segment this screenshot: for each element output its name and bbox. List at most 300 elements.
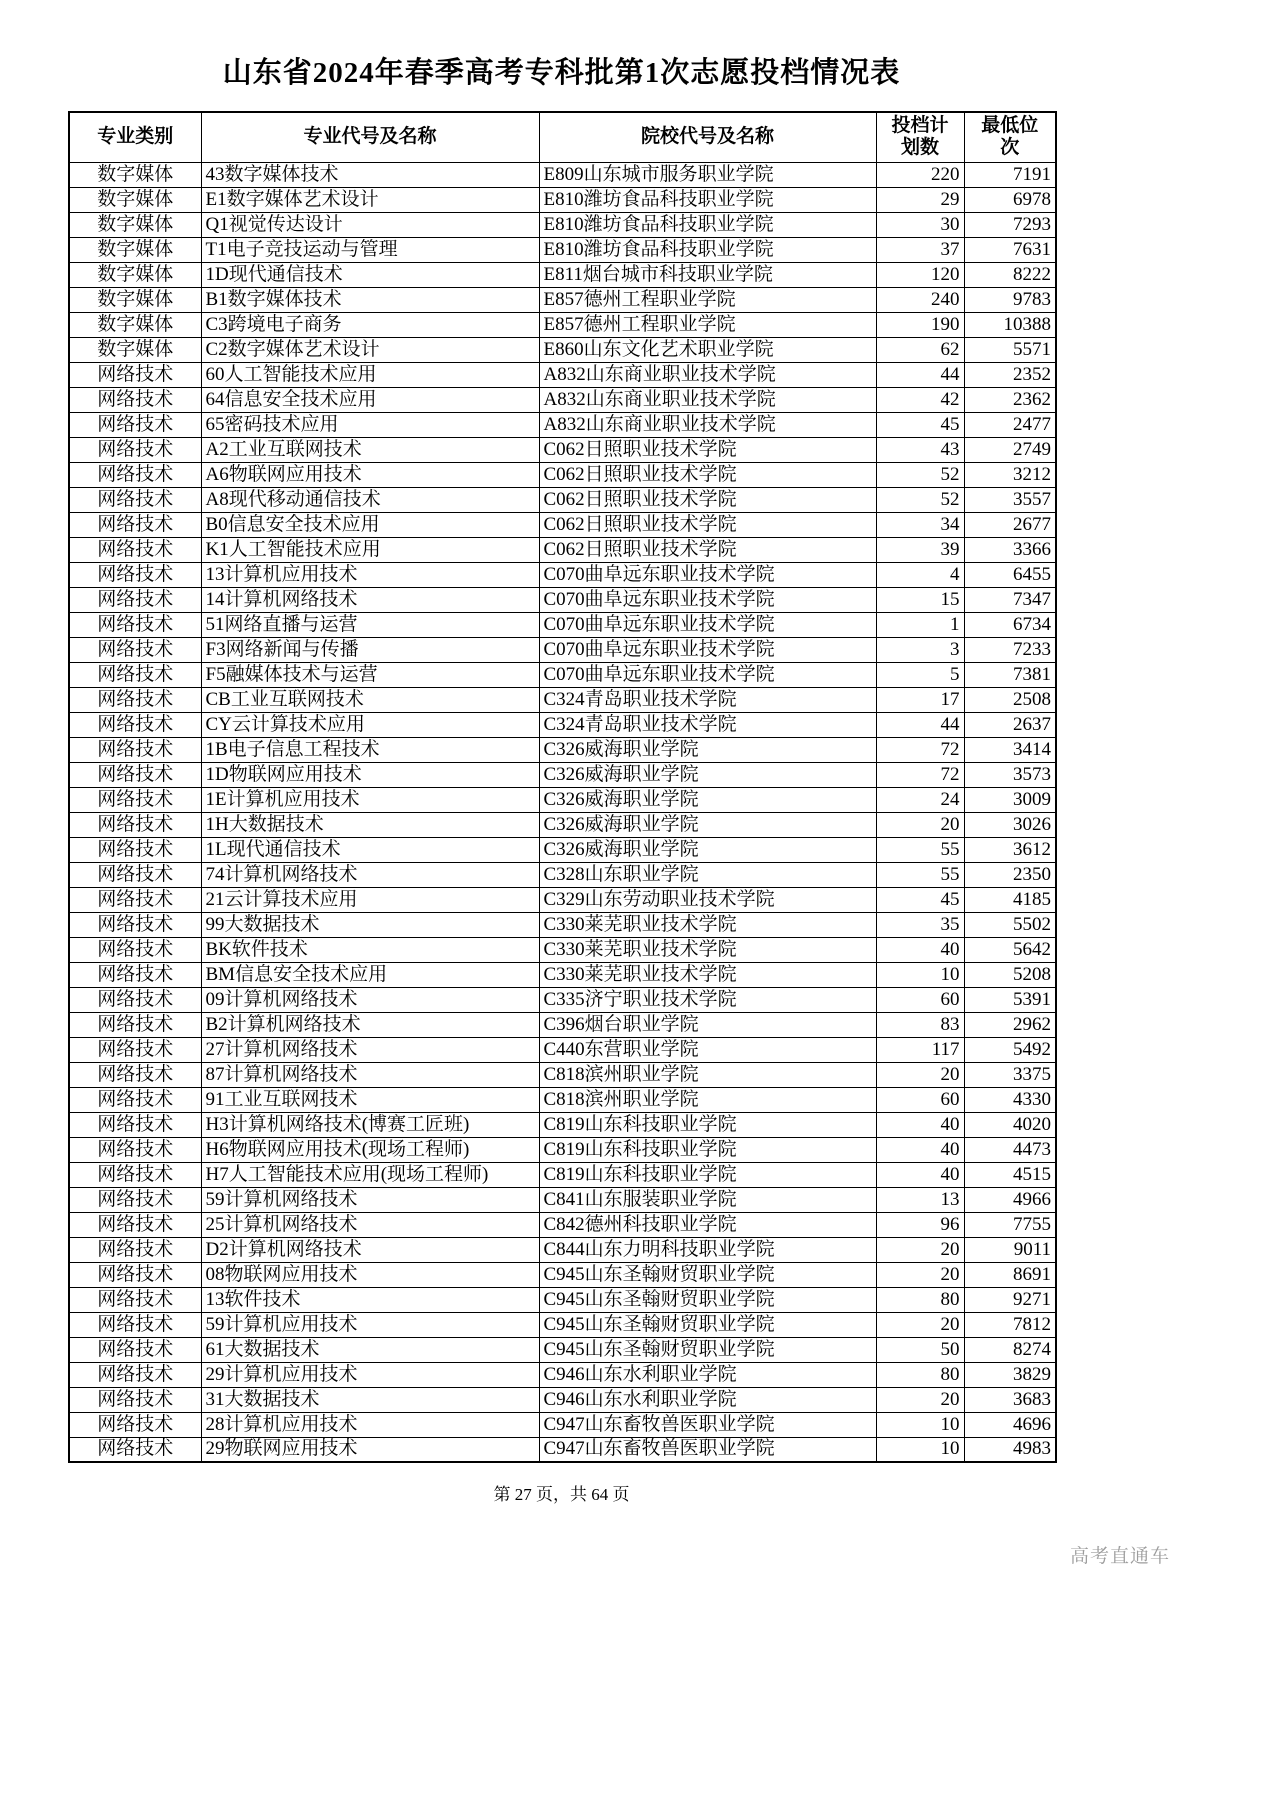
watermark: 高考直通车 — [1070, 1546, 1171, 1567]
cell-category: 网络技术 — [69, 1437, 201, 1462]
cell-major-code-name: A6物联网应用技术 — [201, 462, 539, 487]
table-body — [69, 162, 1056, 1462]
table-row — [69, 1337, 1056, 1362]
cell-category: 网络技术 — [69, 987, 201, 1012]
cell-college-code-name: C070曲阜远东职业技术学院 — [539, 637, 876, 662]
cell-plan-count: 50 — [876, 1337, 964, 1362]
cell-plan-count: 62 — [876, 337, 964, 362]
cell-category: 数字媒体 — [69, 162, 201, 187]
table-row — [69, 412, 1056, 437]
cell-plan-count: 45 — [876, 412, 964, 437]
cell-plan-count: 30 — [876, 212, 964, 237]
table-row — [69, 1262, 1056, 1287]
cell-college-code-name: A832山东商业职业技术学院 — [539, 412, 876, 437]
cell-category: 网络技术 — [69, 687, 201, 712]
cell-min-rank: 3612 — [964, 837, 1056, 862]
cell-major-code-name: B1数字媒体技术 — [201, 287, 539, 312]
table-row — [69, 712, 1056, 737]
cell-plan-count: 10 — [876, 1412, 964, 1437]
table-row — [69, 662, 1056, 687]
cell-min-rank: 5391 — [964, 987, 1056, 1012]
cell-category: 数字媒体 — [69, 237, 201, 262]
cell-college-code-name: C947山东畜牧兽医职业学院 — [539, 1437, 876, 1462]
cell-major-code-name: 99大数据技术 — [201, 912, 539, 937]
cell-plan-count: 52 — [876, 487, 964, 512]
cell-category: 网络技术 — [69, 787, 201, 812]
table-row — [69, 762, 1056, 787]
cell-college-code-name: C440东营职业学院 — [539, 1037, 876, 1062]
cell-min-rank: 5571 — [964, 337, 1056, 362]
cell-category: 网络技术 — [69, 362, 201, 387]
cell-category: 网络技术 — [69, 512, 201, 537]
cell-plan-count: 20 — [876, 1262, 964, 1287]
cell-category: 数字媒体 — [69, 262, 201, 287]
cell-category: 网络技术 — [69, 1187, 201, 1212]
cell-college-code-name: C396烟台职业学院 — [539, 1012, 876, 1037]
table-row — [69, 862, 1056, 887]
cell-plan-count: 1 — [876, 612, 964, 637]
table-row — [69, 787, 1056, 812]
cell-major-code-name: 14计算机网络技术 — [201, 587, 539, 612]
cell-plan-count: 190 — [876, 312, 964, 337]
cell-min-rank: 3212 — [964, 462, 1056, 487]
cell-major-code-name: 65密码技术应用 — [201, 412, 539, 437]
cell-min-rank: 9011 — [964, 1237, 1056, 1262]
cell-plan-count: 44 — [876, 362, 964, 387]
cell-min-rank: 7293 — [964, 212, 1056, 237]
cell-major-code-name: C3跨境电子商务 — [201, 312, 539, 337]
cell-category: 网络技术 — [69, 1137, 201, 1162]
cell-major-code-name: 87计算机网络技术 — [201, 1062, 539, 1087]
cell-min-rank: 7191 — [964, 162, 1056, 187]
cell-plan-count: 29 — [876, 187, 964, 212]
cell-major-code-name: 1L现代通信技术 — [201, 837, 539, 862]
cell-min-rank: 4020 — [964, 1112, 1056, 1137]
cell-min-rank: 2352 — [964, 362, 1056, 387]
cell-college-code-name: A832山东商业职业技术学院 — [539, 362, 876, 387]
cell-category: 网络技术 — [69, 537, 201, 562]
cell-college-code-name: C335济宁职业技术学院 — [539, 987, 876, 1012]
cell-category: 网络技术 — [69, 762, 201, 787]
cell-min-rank: 2362 — [964, 387, 1056, 412]
cell-category: 网络技术 — [69, 962, 201, 987]
cell-college-code-name: C818滨州职业学院 — [539, 1062, 876, 1087]
cell-college-code-name: E857德州工程职业学院 — [539, 312, 876, 337]
cell-major-code-name: 31大数据技术 — [201, 1387, 539, 1412]
cell-major-code-name: 59计算机应用技术 — [201, 1312, 539, 1337]
table-row — [69, 737, 1056, 762]
cell-plan-count: 220 — [876, 162, 964, 187]
cell-min-rank: 2637 — [964, 712, 1056, 737]
cell-plan-count: 20 — [876, 1312, 964, 1337]
cell-plan-count: 120 — [876, 262, 964, 287]
cell-min-rank: 4696 — [964, 1412, 1056, 1437]
table-row — [69, 287, 1056, 312]
cell-category: 网络技术 — [69, 1112, 201, 1137]
cell-major-code-name: 1E计算机应用技术 — [201, 787, 539, 812]
table-row — [69, 1062, 1056, 1087]
cell-min-rank: 3414 — [964, 737, 1056, 762]
cell-major-code-name: 13软件技术 — [201, 1287, 539, 1312]
table-row — [69, 437, 1056, 462]
cell-min-rank: 3375 — [964, 1062, 1056, 1087]
cell-major-code-name: 59计算机网络技术 — [201, 1187, 539, 1212]
cell-min-rank: 7631 — [964, 237, 1056, 262]
cell-major-code-name: H3计算机网络技术(博赛工匠班) — [201, 1112, 539, 1137]
cell-category: 网络技术 — [69, 1262, 201, 1287]
cell-min-rank: 7381 — [964, 662, 1056, 687]
cell-category: 网络技术 — [69, 1037, 201, 1062]
cell-college-code-name: C326威海职业学院 — [539, 737, 876, 762]
cell-college-code-name: E809山东城市服务职业学院 — [539, 162, 876, 187]
table-row — [69, 887, 1056, 912]
cell-category: 网络技术 — [69, 1337, 201, 1362]
cell-category: 网络技术 — [69, 937, 201, 962]
cell-min-rank: 6734 — [964, 612, 1056, 637]
table-row — [69, 1237, 1056, 1262]
cell-college-code-name: E860山东文化艺术职业学院 — [539, 337, 876, 362]
cell-category: 网络技术 — [69, 412, 201, 437]
cell-min-rank: 3557 — [964, 487, 1056, 512]
table-row — [69, 1312, 1056, 1337]
cell-min-rank: 5502 — [964, 912, 1056, 937]
cell-college-code-name: C945山东圣翰财贸职业学院 — [539, 1312, 876, 1337]
table-row — [69, 462, 1056, 487]
cell-plan-count: 4 — [876, 562, 964, 587]
table-row — [69, 487, 1056, 512]
cell-plan-count: 20 — [876, 1062, 964, 1087]
cell-college-code-name: C326威海职业学院 — [539, 837, 876, 862]
cell-major-code-name: B2计算机网络技术 — [201, 1012, 539, 1037]
cell-min-rank: 9271 — [964, 1287, 1056, 1312]
cell-plan-count: 60 — [876, 1087, 964, 1112]
cell-plan-count: 240 — [876, 287, 964, 312]
cell-major-code-name: F3网络新闻与传播 — [201, 637, 539, 662]
cell-min-rank: 6455 — [964, 562, 1056, 587]
cell-min-rank: 2677 — [964, 512, 1056, 537]
cell-major-code-name: 74计算机网络技术 — [201, 862, 539, 887]
table-row — [69, 1037, 1056, 1062]
cell-major-code-name: 61大数据技术 — [201, 1337, 539, 1362]
cell-college-code-name: E810潍坊食品科技职业学院 — [539, 237, 876, 262]
cell-plan-count: 5 — [876, 662, 964, 687]
table-row — [69, 637, 1056, 662]
cell-major-code-name: 1D物联网应用技术 — [201, 762, 539, 787]
table-row — [69, 1187, 1056, 1212]
cell-major-code-name: BM信息安全技术应用 — [201, 962, 539, 987]
cell-major-code-name: 51网络直播与运营 — [201, 612, 539, 637]
cell-category: 网络技术 — [69, 1212, 201, 1237]
cell-major-code-name: 43数字媒体技术 — [201, 162, 539, 187]
table-row — [69, 1087, 1056, 1112]
cell-category: 网络技术 — [69, 637, 201, 662]
cell-college-code-name: E811烟台城市科技职业学院 — [539, 262, 876, 287]
cell-plan-count: 80 — [876, 1287, 964, 1312]
cell-major-code-name: 1H大数据技术 — [201, 812, 539, 837]
cell-plan-count: 42 — [876, 387, 964, 412]
cell-category: 网络技术 — [69, 1087, 201, 1112]
cell-min-rank: 2749 — [964, 437, 1056, 462]
table-row — [69, 1287, 1056, 1312]
cell-plan-count: 72 — [876, 737, 964, 762]
table-row — [69, 987, 1056, 1012]
cell-category: 网络技术 — [69, 1387, 201, 1412]
table-row — [69, 1412, 1056, 1437]
table-row — [69, 262, 1056, 287]
cell-category: 网络技术 — [69, 1312, 201, 1337]
cell-college-code-name: C070曲阜远东职业技术学院 — [539, 612, 876, 637]
cell-plan-count: 60 — [876, 987, 964, 1012]
table-row — [69, 537, 1056, 562]
cell-major-code-name: 64信息安全技术应用 — [201, 387, 539, 412]
cell-category: 网络技术 — [69, 912, 201, 937]
table-row — [69, 587, 1056, 612]
cell-college-code-name: E810潍坊食品科技职业学院 — [539, 187, 876, 212]
cell-major-code-name: BK软件技术 — [201, 937, 539, 962]
cell-major-code-name: 21云计算技术应用 — [201, 887, 539, 912]
cell-college-code-name: C946山东水利职业学院 — [539, 1362, 876, 1387]
cell-college-code-name: E810潍坊食品科技职业学院 — [539, 212, 876, 237]
cell-category: 网络技术 — [69, 862, 201, 887]
cell-plan-count: 52 — [876, 462, 964, 487]
cell-min-rank: 7233 — [964, 637, 1056, 662]
cell-major-code-name: 08物联网应用技术 — [201, 1262, 539, 1287]
cell-major-code-name: A2工业互联网技术 — [201, 437, 539, 462]
cell-min-rank: 4330 — [964, 1087, 1056, 1112]
cell-category: 网络技术 — [69, 587, 201, 612]
cell-college-code-name: C330莱芜职业技术学院 — [539, 912, 876, 937]
cell-plan-count: 15 — [876, 587, 964, 612]
cell-college-code-name: C945山东圣翰财贸职业学院 — [539, 1262, 876, 1287]
cell-category: 网络技术 — [69, 837, 201, 862]
table-row — [69, 837, 1056, 862]
cell-plan-count: 72 — [876, 762, 964, 787]
cell-major-code-name: B0信息安全技术应用 — [201, 512, 539, 537]
table-row — [69, 512, 1056, 537]
cell-min-rank: 4515 — [964, 1162, 1056, 1187]
table-row — [69, 237, 1056, 262]
cell-plan-count: 10 — [876, 1437, 964, 1462]
cell-category: 网络技术 — [69, 712, 201, 737]
table-row — [69, 1437, 1056, 1462]
cell-plan-count: 44 — [876, 712, 964, 737]
cell-min-rank: 3683 — [964, 1387, 1056, 1412]
cell-min-rank: 4983 — [964, 1437, 1056, 1462]
cell-major-code-name: 09计算机网络技术 — [201, 987, 539, 1012]
cell-college-code-name: C945山东圣翰财贸职业学院 — [539, 1337, 876, 1362]
page-title: 山东省2024年春季高考专科批第1次志愿投档情况表 — [222, 57, 901, 89]
table-row — [69, 1362, 1056, 1387]
cell-college-code-name: C326威海职业学院 — [539, 812, 876, 837]
cell-college-code-name: E857德州工程职业学院 — [539, 287, 876, 312]
cell-plan-count: 13 — [876, 1187, 964, 1212]
col-header-min-rank: 最低位次 — [964, 112, 1056, 162]
table-header-row — [69, 112, 1056, 162]
cell-college-code-name: C062日照职业技术学院 — [539, 487, 876, 512]
cell-college-code-name: C819山东科技职业学院 — [539, 1112, 876, 1137]
cell-college-code-name: C330莱芜职业技术学院 — [539, 937, 876, 962]
cell-college-code-name: C842德州科技职业学院 — [539, 1212, 876, 1237]
table-row — [69, 1112, 1056, 1137]
cell-plan-count: 40 — [876, 1162, 964, 1187]
cell-plan-count: 43 — [876, 437, 964, 462]
cell-category: 网络技术 — [69, 1062, 201, 1087]
table-row — [69, 337, 1056, 362]
cell-college-code-name: C062日照职业技术学院 — [539, 537, 876, 562]
cell-plan-count: 55 — [876, 862, 964, 887]
cell-min-rank: 9783 — [964, 287, 1056, 312]
cell-min-rank: 5642 — [964, 937, 1056, 962]
cell-college-code-name: C324青岛职业技术学院 — [539, 687, 876, 712]
cell-plan-count: 96 — [876, 1212, 964, 1237]
cell-plan-count: 24 — [876, 787, 964, 812]
cell-category: 网络技术 — [69, 487, 201, 512]
col-header-college-code-name: 院校代号及名称 — [539, 112, 876, 162]
cell-major-code-name: H7人工智能技术应用(现场工程师) — [201, 1162, 539, 1187]
table-row — [69, 1162, 1056, 1187]
cell-major-code-name: 60人工智能技术应用 — [201, 362, 539, 387]
cell-college-code-name: C062日照职业技术学院 — [539, 462, 876, 487]
table-row — [69, 187, 1056, 212]
cell-category: 网络技术 — [69, 462, 201, 487]
cell-min-rank: 7812 — [964, 1312, 1056, 1337]
cell-min-rank: 2477 — [964, 412, 1056, 437]
cell-major-code-name: K1人工智能技术应用 — [201, 537, 539, 562]
table-row — [69, 162, 1056, 187]
cell-major-code-name: 29计算机应用技术 — [201, 1362, 539, 1387]
cell-plan-count: 80 — [876, 1362, 964, 1387]
cell-plan-count: 20 — [876, 812, 964, 837]
cell-min-rank: 2508 — [964, 687, 1056, 712]
cell-min-rank: 6978 — [964, 187, 1056, 212]
cell-min-rank: 3009 — [964, 787, 1056, 812]
cell-major-code-name: 27计算机网络技术 — [201, 1037, 539, 1062]
cell-category: 数字媒体 — [69, 187, 201, 212]
cell-min-rank: 8691 — [964, 1262, 1056, 1287]
table-row — [69, 812, 1056, 837]
cell-college-code-name: C947山东畜牧兽医职业学院 — [539, 1412, 876, 1437]
cell-category: 数字媒体 — [69, 312, 201, 337]
cell-plan-count: 83 — [876, 1012, 964, 1037]
cell-category: 数字媒体 — [69, 337, 201, 362]
cell-min-rank: 4185 — [964, 887, 1056, 912]
cell-min-rank: 8274 — [964, 1337, 1056, 1362]
cell-min-rank: 7755 — [964, 1212, 1056, 1237]
table-row — [69, 387, 1056, 412]
cell-plan-count: 10 — [876, 962, 964, 987]
cell-min-rank: 3026 — [964, 812, 1056, 837]
col-header-plan-count: 投档计划数 — [876, 112, 964, 162]
cell-category: 网络技术 — [69, 887, 201, 912]
cell-major-code-name: D2计算机网络技术 — [201, 1237, 539, 1262]
table-row — [69, 362, 1056, 387]
cell-college-code-name: C062日照职业技术学院 — [539, 512, 876, 537]
cell-major-code-name: T1电子竞技运动与管理 — [201, 237, 539, 262]
page-number: 第 27 页，共 64 页 — [493, 1485, 630, 1504]
col-header-major-code-name: 专业代号及名称 — [201, 112, 539, 162]
table-row — [69, 912, 1056, 937]
cell-major-code-name: A8现代移动通信技术 — [201, 487, 539, 512]
table-row — [69, 1012, 1056, 1037]
cell-min-rank: 7347 — [964, 587, 1056, 612]
cell-min-rank: 5208 — [964, 962, 1056, 987]
table-row — [69, 612, 1056, 637]
cell-min-rank: 8222 — [964, 262, 1056, 287]
cell-category: 网络技术 — [69, 1237, 201, 1262]
cell-college-code-name: C328山东职业学院 — [539, 862, 876, 887]
cell-plan-count: 39 — [876, 537, 964, 562]
cell-college-code-name: C330莱芜职业技术学院 — [539, 962, 876, 987]
cell-category: 网络技术 — [69, 562, 201, 587]
cell-category: 网络技术 — [69, 662, 201, 687]
cell-min-rank: 10388 — [964, 312, 1056, 337]
cell-min-rank: 4473 — [964, 1137, 1056, 1162]
cell-college-code-name: A832山东商业职业技术学院 — [539, 387, 876, 412]
cell-category: 网络技术 — [69, 612, 201, 637]
cell-plan-count: 20 — [876, 1387, 964, 1412]
col-header-category: 专业类别 — [69, 112, 201, 162]
cell-category: 网络技术 — [69, 387, 201, 412]
cell-plan-count: 17 — [876, 687, 964, 712]
cell-plan-count: 40 — [876, 937, 964, 962]
cell-major-code-name: 1D现代通信技术 — [201, 262, 539, 287]
cell-college-code-name: C326威海职业学院 — [539, 787, 876, 812]
cell-category: 网络技术 — [69, 1012, 201, 1037]
cell-college-code-name: C818滨州职业学院 — [539, 1087, 876, 1112]
cell-college-code-name: C945山东圣翰财贸职业学院 — [539, 1287, 876, 1312]
admission-table — [68, 111, 1057, 1463]
cell-plan-count: 40 — [876, 1112, 964, 1137]
cell-plan-count: 37 — [876, 237, 964, 262]
cell-plan-count: 45 — [876, 887, 964, 912]
cell-plan-count: 55 — [876, 837, 964, 862]
cell-category: 数字媒体 — [69, 287, 201, 312]
cell-major-code-name: CB工业互联网技术 — [201, 687, 539, 712]
cell-college-code-name: C070曲阜远东职业技术学院 — [539, 662, 876, 687]
cell-min-rank: 3829 — [964, 1362, 1056, 1387]
cell-min-rank: 4966 — [964, 1187, 1056, 1212]
cell-college-code-name: C326威海职业学院 — [539, 762, 876, 787]
cell-plan-count: 3 — [876, 637, 964, 662]
cell-plan-count: 20 — [876, 1237, 964, 1262]
cell-college-code-name: C841山东服装职业学院 — [539, 1187, 876, 1212]
cell-college-code-name: C819山东科技职业学院 — [539, 1137, 876, 1162]
cell-plan-count: 117 — [876, 1037, 964, 1062]
cell-min-rank: 2350 — [964, 862, 1056, 887]
table-row — [69, 312, 1056, 337]
table-row — [69, 937, 1056, 962]
cell-category: 网络技术 — [69, 737, 201, 762]
cell-min-rank: 2962 — [964, 1012, 1056, 1037]
cell-college-code-name: C070曲阜远东职业技术学院 — [539, 562, 876, 587]
cell-major-code-name: 28计算机应用技术 — [201, 1412, 539, 1437]
cell-category: 网络技术 — [69, 812, 201, 837]
table-row — [69, 212, 1056, 237]
cell-major-code-name: 91工业互联网技术 — [201, 1087, 539, 1112]
cell-major-code-name: 25计算机网络技术 — [201, 1212, 539, 1237]
cell-category: 网络技术 — [69, 1162, 201, 1187]
cell-major-code-name: E1数字媒体艺术设计 — [201, 187, 539, 212]
cell-min-rank: 5492 — [964, 1037, 1056, 1062]
cell-min-rank: 3573 — [964, 762, 1056, 787]
table-row — [69, 1212, 1056, 1237]
cell-major-code-name: H6物联网应用技术(现场工程师) — [201, 1137, 539, 1162]
cell-category: 网络技术 — [69, 1412, 201, 1437]
cell-college-code-name: C844山东力明科技职业学院 — [539, 1237, 876, 1262]
cell-major-code-name: 1B电子信息工程技术 — [201, 737, 539, 762]
cell-plan-count: 35 — [876, 912, 964, 937]
cell-category: 网络技术 — [69, 1362, 201, 1387]
